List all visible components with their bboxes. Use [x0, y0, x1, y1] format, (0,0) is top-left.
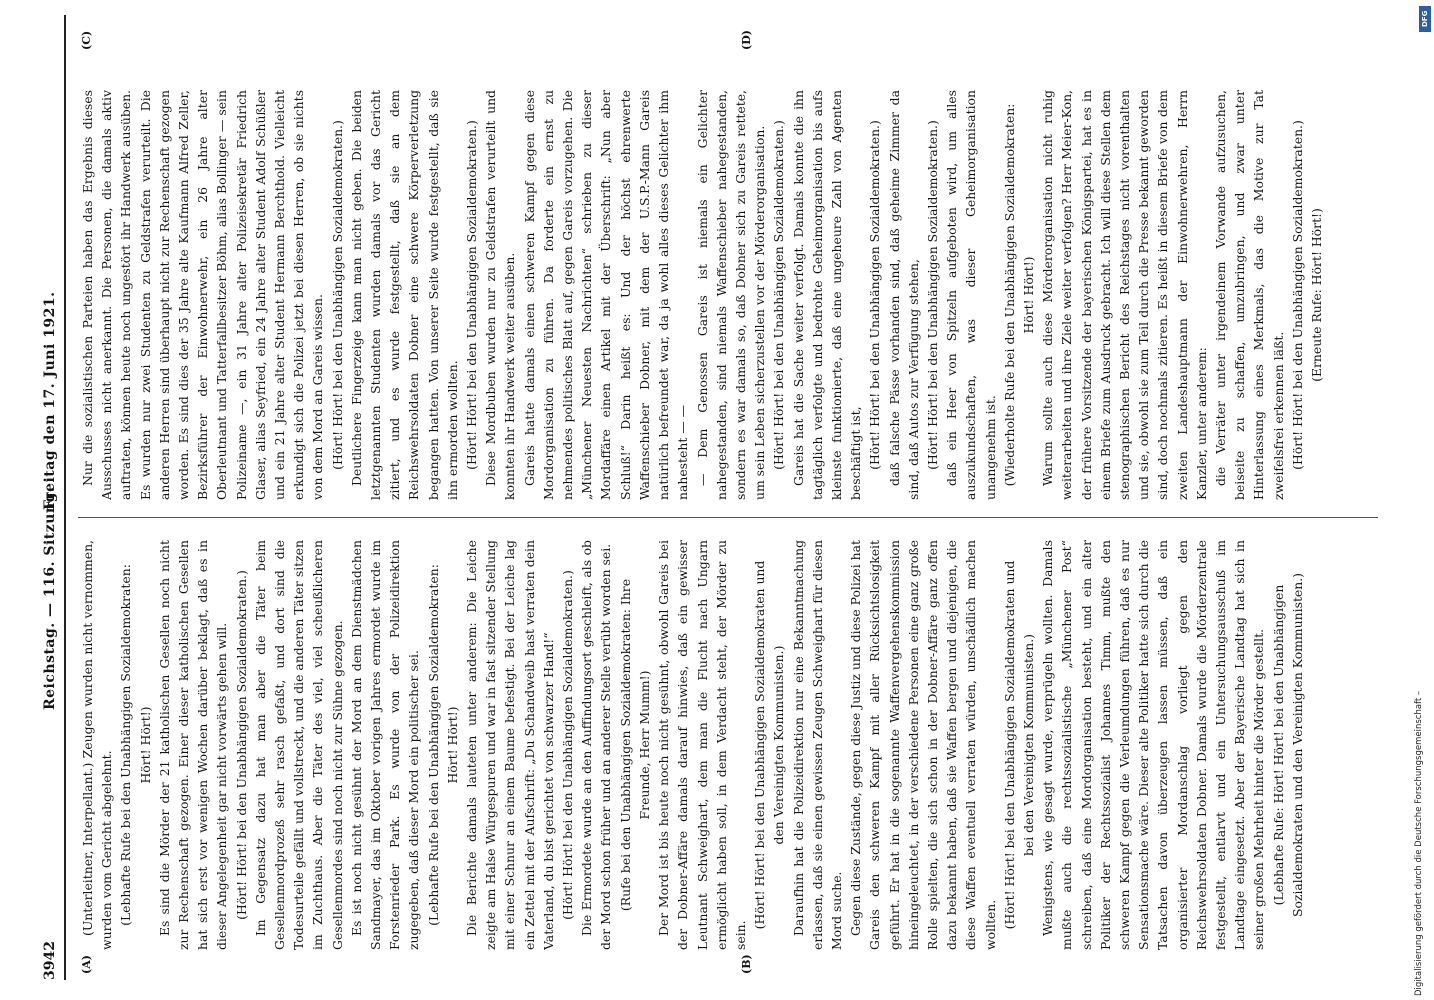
paragraph: Im Gegensatz dazu hat man aber die Täter beim Gesellenmordprozeß sehr rasch gefaßt, und dort sind die Todesurteile gefällt und vollstreckt, und die anderen Täter sitzen im Zuchthaus. Aber die Täter des viel, viel scheußlicheren Gesellenmordes sind noch nicht zur Sühne gezogen. [252, 540, 345, 950]
paragraph: Wenigstens, wie gesagt wurde, verprügeln wollten. Damals mußte auch die rechtssozialistische „Münchener Post“ schreiben, daß eine Mordorganisation besteht, und ein alter Politiker der Rechtssozialist Johannes Timm, mußte den schweren Kampf gegen die Verleumdungen führen, daß es nur Sensationsmache wäre. Dieser alte Politiker hatte sich durch die Tatsachen davon überzeugen lassen müssen, daß ein organisierter Mordanschlag vorliegt gegen den Reichswehrsoldaten Dobner. Damals wurde die Mörderzentrale festgestellt, entlarvt und ein Untersuchungsausschuß im Landtage eingesetzt. Aber der Bayerische Landtag hat sich in seiner großen Mehrheit hinter die Mörder gestellt. [1040, 540, 1267, 950]
quoted-passage: die Verräter unter irgendeinem Vorwande aufzusuchen, beiseite zu schaffen, umzubringen, und zwar unter Hinterlassung eines Merkmals, das die Motive zur Tat zweifelsfrei erkennen läßt. [1212, 90, 1286, 500]
header-rule [64, 15, 66, 980]
interjection: (Hört! Hört! bei den Unabhängigen Sozialdemokraten und bei den Vereinigten Kommunisten.) [1001, 560, 1036, 930]
paragraph: Gareis hatte damals einen schweren Kampf gegen diese Mordorganisation zu führen. Da forderte ein ernst zu nehmendes politisches Blatt auf, gegen Gareis vorzugehen. Die „Münchener Neuesten Nachrichten“ schrieben zu dieser Mordaffäre einen Artikel mit der Überschrift: „Nun aber Schluß!“ Darin heißt es: Und der höchst ehrenwerte Waffenschieber Dobner, mit dem der U.S.P.-Mann Gareis natürlich befreundet war, da ja wohl alles dieses Gelichter ihm nahesteht — — [521, 90, 691, 500]
paragraph: Daraufhin hat die Polizeidirektion nur eine Bekanntmachung erlassen, daß sie einen gewissen Zeugen Schweighart für diesen Mord suche. [790, 540, 844, 950]
paragraph: Deutlichere Fingerzeige kann man nicht geben. Die beiden letztgenannten Studenten wurden damals vor das Gericht zitiert, und es wurde festgestellt, daß sie an dem Reichswehrsoldaten Dobner eine schwere Körperverletzung begangen hatten. Von unserer Seite wurde festgestellt, daß sie ihn ermorden wollten. [348, 90, 460, 500]
interjection: (Lebhafte Rufe bei den Unabhängigen Sozialdemokraten: Hört! Hört!) [118, 564, 153, 926]
interjection: (Hört! Hört! bei den Unabhängigen Sozialdemokraten.) [464, 120, 480, 470]
margin-marker-a: (A) [80, 955, 93, 974]
page-number: 3942 [42, 941, 58, 980]
text-column-left [78, 540, 1378, 950]
interjection: (Hört! Hört! bei den Unabhängigen Sozialdemokraten.) [771, 120, 787, 470]
paragraph: Die Berichte damals lauteten unter anderem: Die Leiche zeigte am Halse Würgespuren und war in fast sitzender Stellung mit einer Schnur an einem Baume befestigt. Bei der Leiche lag ein Zettel mit der Aufschrift: „Du Schandweib hast verraten dein Vaterland, du bist gerichtet von schwarzer Hand!“ [464, 540, 556, 950]
interjection: (Lebhafte Rufe bei den Unabhängigen Sozialdemokraten: Hört! Hört!) [425, 564, 460, 926]
paragraph: daß ein Heer von Spitzeln aufgeboten wird, um alles auszukundschaften, was dieser Geheimorganisation unangenehm ist. [944, 90, 998, 500]
interjection: (Lebhafte Rufe: Hört! Hört! bei den Unabhängigen Sozialdemokraten und den Vereinigten Kommunisten.) [1270, 572, 1305, 918]
paragraph: Diese Mordbuben wurden nur zu Geldstrafen verurteilt und konnten ihr Handwerk weiter ausüben. [483, 90, 518, 500]
paragraph: Es sind die Mörder der 21 katholischen Gesellen noch nicht zur Rechenschaft gezogen. Einer dieser katholischen Gesellen hat sich erst vor wenigen Wochen darüber beklagt, daß es in dieser Angelegenheit gar nicht vorwärts gehen will. [156, 540, 230, 950]
column-divider [78, 517, 1378, 518]
paragraph: Gegen diese Zustände, gegen diese Justiz und diese Polizei hat Gareis den schweren Kampf mit aller Rücksichtslosigkeit geführt. Er hat in die sogenannte Waffenvergehenskommission hineingeleuchtet, in der verschiedene Personen eine ganz große Rolle spielten, die sich schon in der Dobner-Affäre ganz offen dazu bekannt haben, daß sie Waffen bergen und diejenigen, die diese Waffen eventuell verraten würden, unschädlich machen wollten. [848, 540, 998, 950]
paragraph: Nur die sozialistischen Parteien haben das Ergebnis dieses Ausschusses nicht anerkannt. Die Personen, die damals aktiv auftraten, können heute noch ungestört ihr Handwerk ausüben. Es wurden nur zwei Studenten zu Geldstrafen verurteilt. Die anderen Herren sind überhaupt nicht zur Rechenschaft gezogen worden. Es sind dies der 35 Jahre alte Kaufmann Alfred Zeller, Bezirksführer der Einwohnerwehr, ein 26 Jahre alter Oberleutnant und Tatterfallbesitzer Böhm, alias Bollinger — sein Polizeiname —, ein 31 Jahre alter Polizeisekretär Friedrich Glaser, alias Seyfried, ein 24 Jahre alter Student Adolf Schüßler und ein 21 Jahre alter Student Hermann Berchthold. Vielleicht erkundigt sich die Polizei jetzt bei diesen Herren, ob sie nichts von dem Mord an Gareis wissen. [80, 90, 326, 500]
paragraph: Warum sollte auch diese Mörderorganisation nicht ruhig weiterarbeiten und ihre Ziele weiter verfolgen? Herr Meier-Kon, der frühere Vorsitzende der bayerischen Königspartei, hat es in einem Briefe zum Ausdruck gebracht. Ich will diese Stellen dem stenographischen Bericht des Reichstages nicht vorenthalten und sie, obwohl sie zum Teil durch die Presse bekannt geworden sind, doch nochmals zitieren. Es heißt in diesem Briefe von dem zweiten Landeshauptmann der Einwohnerwehren, Herrn Kanzler, unter anderem: [1040, 90, 1209, 500]
paragraph: Gareis hat die Sache weiter verfolgt. Damals konnte die ihn tagtäglich verfolgte und bedrohte Geheimorganisation bis aufs kleinste funktionierte, daß eine ungeheure Zahl von Agenten beschäftigt ist, [790, 90, 864, 500]
interjection: (Erneute Rufe: Hört! Hört!) [1309, 208, 1324, 382]
paragraph: Es ist noch nicht gesühnt der Mord an dem Dienstmädchen Sandmayer, das im Oktober vorigen Jahres ermordet wurde im Forstenrieder Park. Es wurde von der Polizeidirektion zugegeben, daß dieser Mord ein politischer sei. [348, 540, 422, 950]
page-header [40, 15, 62, 980]
paragraph: (Unterleitner, Interpellant.) Zeugen wurden nicht vernommen, wurden vom Gericht abgelehnt. [80, 540, 115, 950]
interjection: (Hört! Hört! bei den Unabhängigen Sozialdemokraten.) [233, 570, 249, 920]
session-title: Reichstag. — 116. Sitzung. [42, 486, 58, 710]
dfg-logo: DFG [1419, 6, 1431, 32]
interjection: (Hört! Hört! bei den Unabhängigen Sozialdemokraten.) [924, 120, 940, 470]
interjection: (Rufe bei den Unabhängigen Sozialdemokraten: Ihre Freunde, Herr Mumm!) [617, 578, 652, 912]
session-date: Freitag den 17. Juni 1921. [42, 291, 58, 510]
margin-marker-b: (B) [740, 954, 753, 974]
paragraph: — Dem Genossen Gareis ist niemals ein Gelichter nahegestanden, sind niemals Waffenschieber nahegestanden, sondern es war damals so, daß Dobner sich zu Gareis rettete, um sein Leben sicherzustellen vor der Mörderorganisation. [694, 90, 768, 500]
interjection: (Hört! Hört! bei den Unabhängigen Sozialdemokraten.) [867, 120, 883, 470]
interjection: (Hört! Hört! bei den Unabhängigen Sozialdemokraten.) [560, 570, 576, 920]
paragraph: daß falsche Pässe vorhanden sind, daß geheime Zimmer da sind, daß Autos zur Verfügung stehen, [886, 90, 921, 500]
interjection: (Hört! Hört! bei den Unabhängigen Sozialdemokraten.) [1289, 120, 1305, 470]
paragraph: Die Ermordete wurde an den Auffindungsort geschleift, als ob der Mord schon früher und an anderer Stelle verübt worden sei. [579, 540, 614, 950]
text-column-right [78, 90, 1378, 500]
digitization-credit: Digitalisierung gefördert durch die Deutsche Forschungsgemeinschaft – [1414, 690, 1424, 996]
interjection: (Wiederholte Rufe bei den Unabhängigen Sozialdemokraten: Hört! Hört!) [1001, 103, 1036, 487]
paragraph: Der Mord ist bis heute noch nicht gesühnt, obwohl Gareis bei der Dobner-Affäre damals darauf hinwies, daß ein gewisser Leutnant Schweighart, dem man die Flucht nach Ungarn ermöglicht haben soll, in dem Verdacht steht, der Mörder zu sein. [656, 540, 748, 950]
interjection: (Hört! Hört! bei den Unabhängigen Sozialdemokraten.) [329, 120, 345, 470]
margin-marker-c: (C) [80, 30, 93, 50]
margin-marker-d: (D) [740, 30, 753, 50]
interjection: (Hört! Hört! bei den Unabhängigen Sozialdemokraten und den Vereinigten Kommunisten.) [752, 560, 787, 930]
rotated-page [40, 15, 1420, 980]
